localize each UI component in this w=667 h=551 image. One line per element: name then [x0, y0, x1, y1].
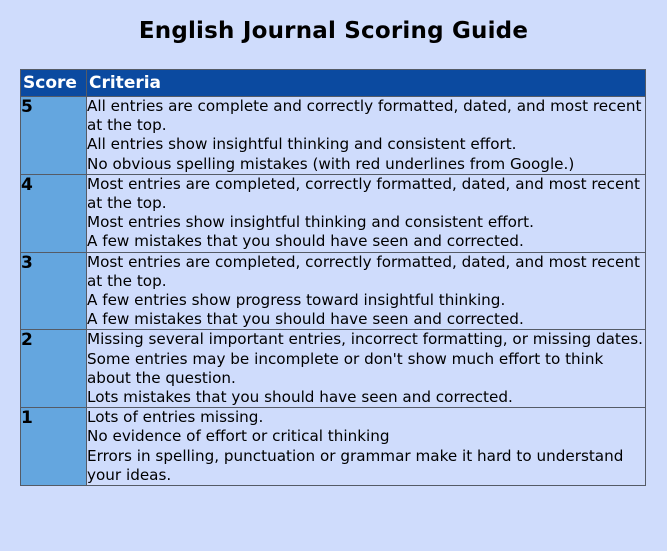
scoring-table: [20, 69, 646, 486]
criteria-line: Missing several important entries, incorrect formatting, or missing dates.: [87, 330, 643, 349]
criteria-line: Errors in spelling, punctuation or grammar make it hard to understand your ideas.: [87, 446, 624, 484]
score-cell: 1: [21, 408, 87, 486]
score-cell: 2: [21, 330, 87, 408]
table-row: [21, 408, 646, 486]
score-column-header: Score: [21, 70, 87, 97]
criteria-cell: [87, 330, 646, 408]
score-cell: 5: [21, 97, 87, 175]
criteria-line: No obvious spelling mistakes (with red underlines from Google.): [87, 154, 575, 173]
criteria-line: Lots of entries missing.: [87, 408, 264, 427]
page-title: English Journal Scoring Guide: [138, 18, 529, 44]
criteria-line: Some entries may be incomplete or don't show much effort to think about the question.: [87, 349, 604, 387]
criteria-line: A few entries show progress toward insightful thinking.: [87, 291, 506, 310]
table-row: [21, 174, 646, 252]
table-row: [21, 252, 646, 330]
criteria-line: All entries are complete and correctly formatted, dated, and most recent at the top.: [87, 97, 642, 135]
table-row: [21, 97, 646, 175]
criteria-line: Most entries are completed, correctly formatted, dated, and most recent at the top.: [87, 252, 640, 290]
criteria-column-header: Criteria: [87, 70, 646, 97]
header-row: [21, 70, 646, 97]
criteria-line: Most entries are completed, correctly formatted, dated, and most recent at the top.: [87, 174, 640, 213]
criteria-cell: [87, 97, 646, 175]
criteria-line: Lots mistakes that you should have seen and corrected.: [87, 388, 513, 407]
criteria-cell: [87, 408, 646, 486]
score-cell: 3: [21, 252, 87, 330]
criteria-cell: [87, 174, 646, 252]
criteria-line: All entries show insightful thinking and consistent effort.: [87, 135, 517, 154]
criteria-line: A few mistakes that you should have seen and corrected.: [87, 310, 524, 329]
criteria-line: No evidence of effort or critical thinking: [87, 427, 390, 446]
criteria-line: Most entries show insightful thinking and consistent effort.: [87, 213, 534, 232]
table-row: [21, 330, 646, 408]
criteria-cell: [87, 252, 646, 330]
criteria-line: A few mistakes that you should have seen and corrected.: [87, 232, 524, 251]
score-cell: 4: [21, 174, 87, 252]
